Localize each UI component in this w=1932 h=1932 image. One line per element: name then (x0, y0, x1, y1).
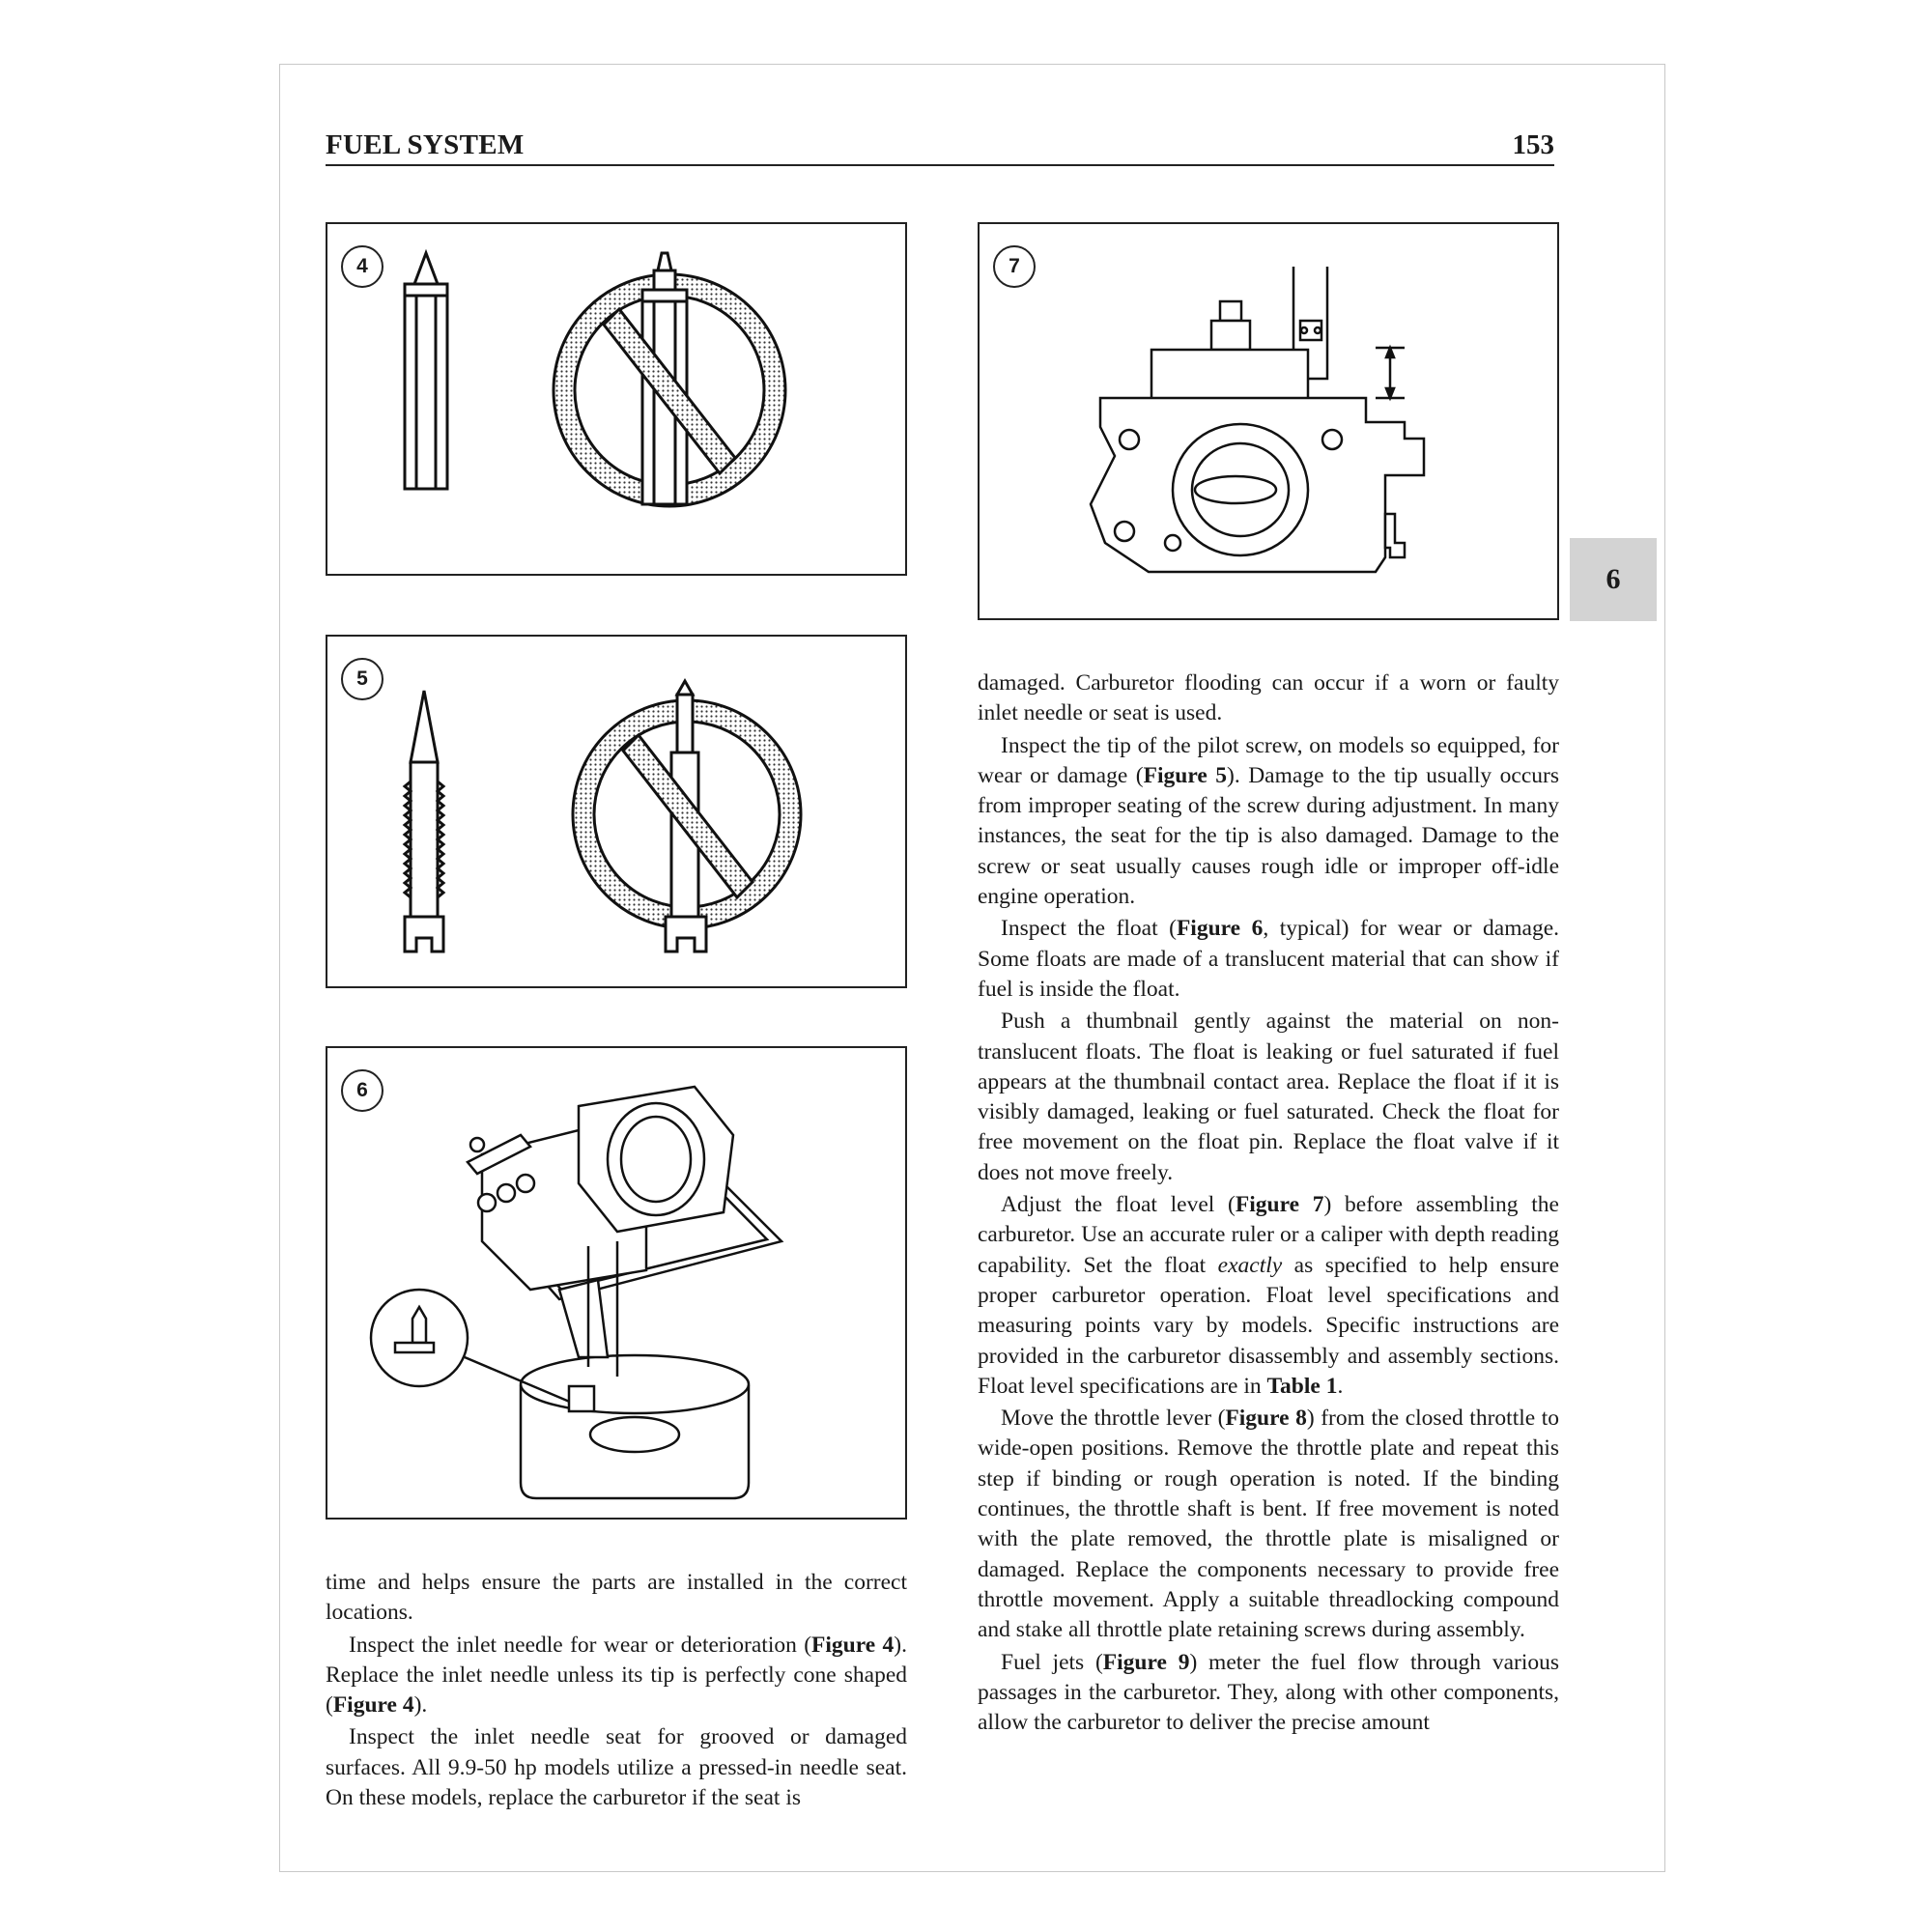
prohibited-needle-icon (554, 253, 785, 506)
figure-reference[interactable]: Figure 4 (332, 1692, 414, 1719)
section-title: FUEL SYSTEM (326, 129, 525, 160)
paragraph: time and helps ensure the parts are installed in the correct locations. (326, 1570, 907, 1626)
prohibited-pilot-screw-icon (573, 681, 801, 952)
figure-reference[interactable]: Figure 7 (1235, 1192, 1324, 1218)
figure-4 (326, 222, 907, 576)
figure-4-illustration (327, 224, 909, 578)
figure-reference[interactable]: Figure 5 (1143, 762, 1228, 788)
figure-reference[interactable]: Figure 4 (811, 1632, 895, 1658)
good-needle-icon (405, 253, 447, 489)
figure-reference[interactable]: Figure 9 (1102, 1649, 1190, 1675)
running-head (326, 126, 1554, 166)
chapter-tab: 6 (1570, 538, 1657, 621)
paragraph: Inspect the inlet needle seat for grooved or damaged surfaces. All 9.9-50 hp models utilize a pressed-in needle seat. On these models, replace the carburetor if the seat is (326, 1724, 907, 1811)
right-column-text (978, 668, 1559, 1740)
figure-number-badge: 4 (341, 245, 384, 288)
paragraph: Inspect the tip of the pilot screw, on models so equipped, for wear or damage (Figure 5). Damage to the tip usually occurs from improper seating of the screw during adjustment. In many instances, the seat for the tip is also damaged. Damage to the screw or seat usually causes rough idle or improper off-idle engine operation. (978, 732, 1559, 910)
paragraph: Inspect the inlet needle for wear or deterioration (Figure 4). Replace the inlet needle unless its tip is perfectly cone shaped (Figure 4). (326, 1632, 907, 1719)
paragraph: Fuel jets (Figure 9) meter the fuel flow through various passages in the carburetor. They, along with other components, allow the carburetor to deliver the precise amount (978, 1649, 1559, 1736)
paragraph: damaged. Carburetor flooding can occur if a worn or faulty inlet needle or seat is used. (978, 670, 1559, 726)
table-reference[interactable]: Table 1 (1266, 1373, 1338, 1399)
figure-7-float-level-illustration (980, 224, 1561, 622)
figure-number-badge: 7 (993, 245, 1036, 288)
figure-6 (326, 1046, 907, 1520)
paragraph: Inspect the float (Figure 6, typical) for wear or damage. Some floats are made of a translucent material that can show if fuel is inside the float. (978, 916, 1560, 1002)
left-column-text (326, 1568, 907, 1815)
figure-number-badge: 6 (341, 1069, 384, 1112)
paragraph: Move the throttle lever (Figure 8) from the closed throttle to wide-open positions. Remove the throttle plate and repeat this step if binding or rough operation is noted. If the binding continues, the throttle shaft is bent. If free movement is noted with the plate removed, the throttle plate is misaligned or damaged. Replace the components necessary to provide free throttle movement. Apply a suitable threadlocking compound and stake all throttle plate retaining screws during assembly. (978, 1406, 1560, 1643)
figure-reference[interactable]: Figure 8 (1225, 1406, 1307, 1432)
figure-5-illustration (327, 637, 909, 990)
figure-7 (978, 222, 1559, 620)
page-number: 153 (1512, 129, 1554, 160)
paragraph: Push a thumbnail gently against the material on non-translucent floats. The float is leaking or fuel saturated if fuel appears at the thumbnail contact area. Replace the float if it is visibly damaged, leaking or fuel saturated. Check the float for free movement on the float pin. Replace the float valve if it does not move freely. (978, 1009, 1559, 1185)
figure-number-badge: 5 (341, 658, 384, 700)
figure-5 (326, 635, 907, 988)
good-pilot-screw-icon (405, 691, 443, 952)
paragraph: Adjust the float level (Figure 7) before assembling the carburetor. Use an accurate ruler or a caliper with depth reading capability. Set the float exactly as specified to help ensure proper carburetor operation. Float level specifications and measuring points vary by models. Specific instructions are provided in the carburetor disassembly and assembly sections. Float level specifications are in Table 1. (978, 1192, 1559, 1399)
figure-6-carburetor-illustration (327, 1048, 909, 1521)
figure-reference[interactable]: Figure 6 (1176, 916, 1264, 942)
